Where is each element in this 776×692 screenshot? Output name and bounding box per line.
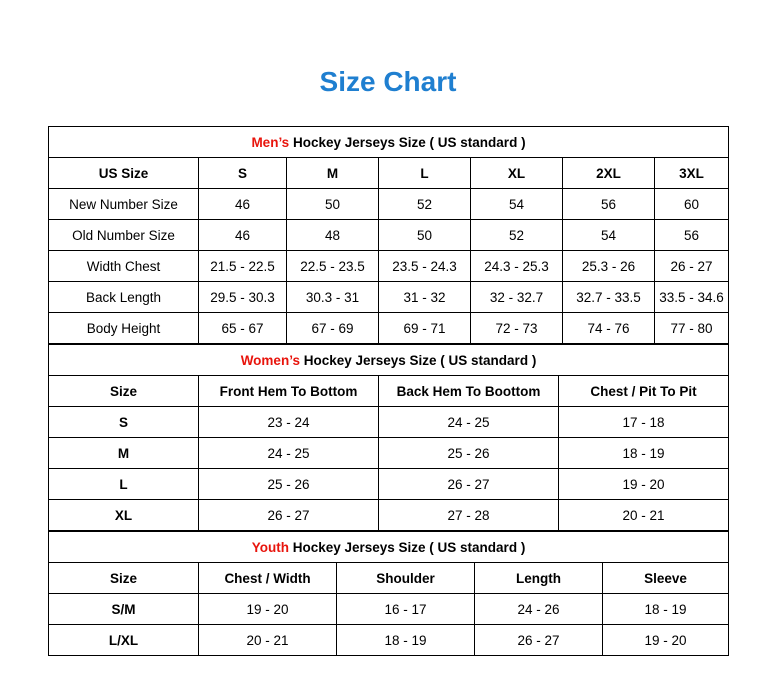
table-section-header-row (49, 127, 729, 158)
column-header: Front Hem To Bottom (199, 376, 379, 407)
table-cell: 32 - 32.7 (471, 282, 563, 313)
row-label: L (49, 469, 199, 500)
table-cell: 18 - 19 (559, 438, 729, 469)
table-row (49, 220, 729, 251)
table-cell: 27 - 28 (379, 500, 559, 531)
table-row (49, 407, 729, 438)
table-cell: 50 (379, 220, 471, 251)
row-label: XL (49, 500, 199, 531)
row-label: Old Number Size (49, 220, 199, 251)
table-row (49, 313, 729, 344)
section-heading-accent: Men’s (251, 134, 290, 150)
row-label: Body Height (49, 313, 199, 344)
table-cell: 24 - 25 (379, 407, 559, 438)
column-header: Sleeve (603, 563, 729, 594)
table-cell: 23 - 24 (199, 407, 379, 438)
row-label: M (49, 438, 199, 469)
table-cell: 20 - 21 (199, 625, 337, 656)
column-header: Chest / Width (199, 563, 337, 594)
table-cell: 19 - 20 (199, 594, 337, 625)
table-cell: 29.5 - 30.3 (199, 282, 287, 313)
table-cell: 77 - 80 (655, 313, 729, 344)
size-chart-tables (48, 96, 728, 656)
column-header: Length (475, 563, 603, 594)
table-cell: 30.3 - 31 (287, 282, 379, 313)
table-cell: 67 - 69 (287, 313, 379, 344)
table-section-header-row (49, 532, 729, 563)
table-cell: 56 (563, 189, 655, 220)
table-cell: 20 - 21 (559, 500, 729, 531)
section-heading-rest: Hockey Jerseys Size ( US standard ) (289, 134, 526, 150)
table-cell: 65 - 67 (199, 313, 287, 344)
table-row (49, 500, 729, 531)
row-label: Width Chest (49, 251, 199, 282)
section-heading-rest: Hockey Jerseys Size ( US standard ) (299, 352, 537, 368)
section-heading-accent: Women’s (240, 352, 300, 368)
table-cell: 25 - 26 (379, 438, 559, 469)
table-cell: 31 - 32 (379, 282, 471, 313)
table-cell: 26 - 27 (379, 469, 559, 500)
column-header: US Size (49, 158, 199, 189)
table-cell: 18 - 19 (603, 594, 729, 625)
table-row (49, 438, 729, 469)
table-cell: 48 (287, 220, 379, 251)
womens-size-table (48, 344, 729, 531)
table-row (49, 251, 729, 282)
table-cell: 19 - 20 (603, 625, 729, 656)
section-heading-rest: Hockey Jerseys Size ( US standard ) (288, 539, 526, 555)
table-cell: 60 (655, 189, 729, 220)
table-cell: 74 - 76 (563, 313, 655, 344)
column-header: 3XL (655, 158, 729, 189)
table-header-row (49, 158, 729, 189)
row-label: New Number Size (49, 189, 199, 220)
row-label: S (49, 407, 199, 438)
table-cell: 54 (471, 189, 563, 220)
table-cell: 26 - 27 (655, 251, 729, 282)
table-cell: 33.5 - 34.6 (655, 282, 729, 313)
table-cell: 17 - 18 (559, 407, 729, 438)
table-cell: 24.3 - 25.3 (471, 251, 563, 282)
table-row (49, 282, 729, 313)
table-section-header-row (49, 345, 729, 376)
table-cell: 52 (379, 189, 471, 220)
table-cell: 46 (199, 189, 287, 220)
column-header: Back Hem To Boottom (379, 376, 559, 407)
table-cell: 50 (287, 189, 379, 220)
page-title: Size Chart (319, 66, 457, 97)
youth-size-table (48, 531, 729, 656)
table-cell: 24 - 26 (475, 594, 603, 625)
table-header-row (49, 376, 729, 407)
table-row (49, 469, 729, 500)
mens-size-table (48, 126, 729, 344)
table-cell: 21.5 - 22.5 (199, 251, 287, 282)
womens-section-heading (49, 345, 729, 376)
youth-section-heading (49, 532, 729, 563)
table-cell: 26 - 27 (475, 625, 603, 656)
column-header: Chest / Pit To Pit (559, 376, 729, 407)
mens-section-heading (49, 127, 729, 158)
table-cell: 23.5 - 24.3 (379, 251, 471, 282)
table-cell: 18 - 19 (337, 625, 475, 656)
row-label: Back Length (49, 282, 199, 313)
table-cell: 25.3 - 26 (563, 251, 655, 282)
column-header: XL (471, 158, 563, 189)
table-cell: 19 - 20 (559, 469, 729, 500)
table-row (49, 594, 729, 625)
table-cell: 16 - 17 (337, 594, 475, 625)
section-heading-accent: Youth (251, 539, 289, 555)
table-row (49, 189, 729, 220)
table-cell: 26 - 27 (199, 500, 379, 531)
table-cell: 69 - 71 (379, 313, 471, 344)
table-cell: 56 (655, 220, 729, 251)
row-label: S/M (49, 594, 199, 625)
table-cell: 46 (199, 220, 287, 251)
table-cell: 72 - 73 (471, 313, 563, 344)
column-header: S (199, 158, 287, 189)
table-cell: 24 - 25 (199, 438, 379, 469)
table-cell: 54 (563, 220, 655, 251)
column-header: Size (49, 563, 199, 594)
table-cell: 25 - 26 (199, 469, 379, 500)
column-header: Shoulder (337, 563, 475, 594)
table-cell: 22.5 - 23.5 (287, 251, 379, 282)
column-header: 2XL (563, 158, 655, 189)
column-header: Size (49, 376, 199, 407)
column-header: L (379, 158, 471, 189)
table-row (49, 625, 729, 656)
column-header: M (287, 158, 379, 189)
table-header-row (49, 563, 729, 594)
table-cell: 52 (471, 220, 563, 251)
row-label: L/XL (49, 625, 199, 656)
table-cell: 32.7 - 33.5 (563, 282, 655, 313)
